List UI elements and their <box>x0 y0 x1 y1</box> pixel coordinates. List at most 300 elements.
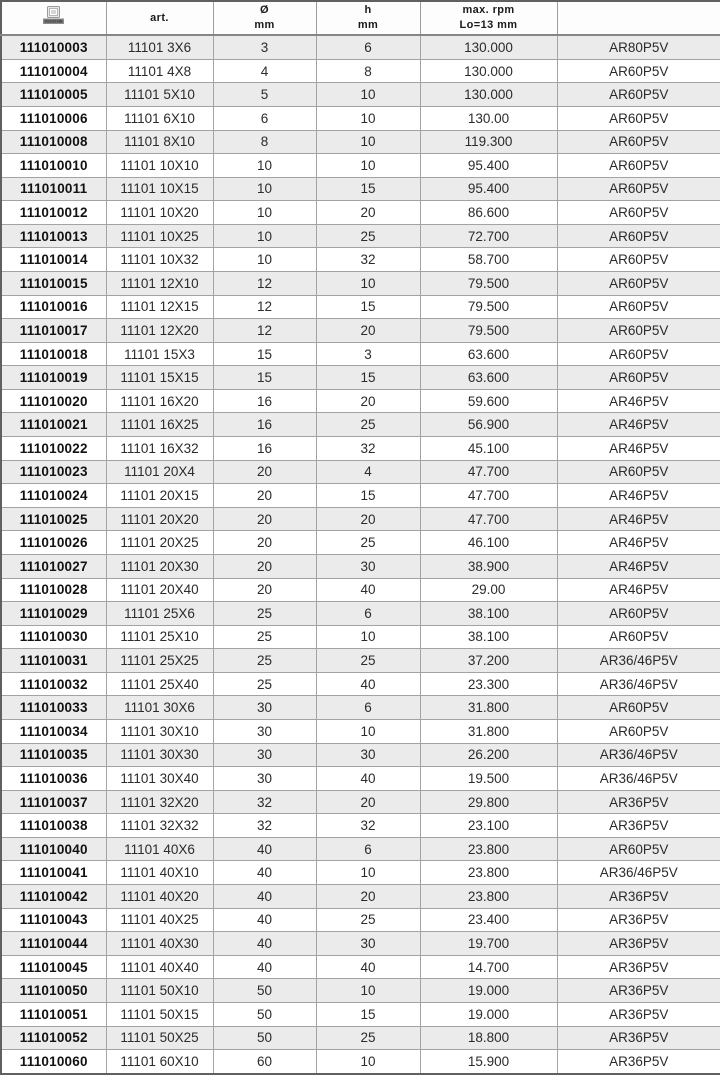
cell-height: 6 <box>316 837 420 861</box>
table-row <box>1 484 720 508</box>
cell-height: 25 <box>316 224 420 248</box>
table-row <box>1 437 720 461</box>
table-row <box>1 366 720 390</box>
cell-code: 111010052 <box>1 1026 106 1050</box>
cell-code: 111010038 <box>1 814 106 838</box>
table-row <box>1 35 720 59</box>
table-row <box>1 295 720 319</box>
cell-art: 11101 10X32 <box>106 248 213 272</box>
cell-spec: AR36P5V <box>557 908 720 932</box>
table-row <box>1 814 720 838</box>
cell-art: 11101 10X25 <box>106 224 213 248</box>
cell-code: 111010021 <box>1 413 106 437</box>
cell-diameter: 40 <box>213 861 316 885</box>
cell-diameter: 40 <box>213 908 316 932</box>
cell-rpm: 79.500 <box>420 319 557 343</box>
cell-height: 32 <box>316 248 420 272</box>
cell-diameter: 16 <box>213 413 316 437</box>
cell-art: 11101 20X20 <box>106 507 213 531</box>
cell-diameter: 25 <box>213 625 316 649</box>
cell-spec: AR46P5V <box>557 484 720 508</box>
cell-rpm: 79.500 <box>420 272 557 296</box>
cell-spec: AR60P5V <box>557 696 720 720</box>
col-header-code <box>1 1 106 35</box>
table-row <box>1 177 720 201</box>
cell-height: 10 <box>316 1050 420 1074</box>
rpm-label: max. rpm <box>462 4 515 17</box>
cell-diameter: 12 <box>213 272 316 296</box>
cell-art: 11101 6X10 <box>106 106 213 130</box>
table-row <box>1 507 720 531</box>
cell-height: 6 <box>316 602 420 626</box>
cell-art: 11101 30X40 <box>106 767 213 791</box>
cell-height: 40 <box>316 955 420 979</box>
cell-height: 20 <box>316 885 420 909</box>
cell-spec: AR36P5V <box>557 790 720 814</box>
cell-diameter: 50 <box>213 1026 316 1050</box>
cell-code: 111010044 <box>1 932 106 956</box>
cell-rpm: 72.700 <box>420 224 557 248</box>
cell-spec: AR80P5V <box>557 35 720 59</box>
cell-code: 111010006 <box>1 106 106 130</box>
cell-height: 25 <box>316 413 420 437</box>
cell-code: 111010008 <box>1 130 106 154</box>
cell-rpm: 23.800 <box>420 861 557 885</box>
cell-rpm: 23.300 <box>420 672 557 696</box>
cell-rpm: 45.100 <box>420 437 557 461</box>
cell-height: 30 <box>316 932 420 956</box>
cell-art: 11101 25X6 <box>106 602 213 626</box>
cell-height: 30 <box>316 743 420 767</box>
cell-height: 10 <box>316 861 420 885</box>
cell-art: 11101 10X10 <box>106 154 213 178</box>
cell-rpm: 59.600 <box>420 389 557 413</box>
cell-art: 11101 32X20 <box>106 790 213 814</box>
cell-spec: AR60P5V <box>557 272 720 296</box>
cell-diameter: 16 <box>213 389 316 413</box>
col-header-rpm <box>420 1 557 35</box>
cell-art: 11101 10X20 <box>106 201 213 225</box>
cell-rpm: 47.700 <box>420 507 557 531</box>
cell-code: 111010026 <box>1 531 106 555</box>
cell-height: 6 <box>316 35 420 59</box>
cell-code: 111010045 <box>1 955 106 979</box>
cell-art: 11101 32X32 <box>106 814 213 838</box>
height-unit: mm <box>357 19 379 31</box>
cell-spec: AR60P5V <box>557 154 720 178</box>
table-row <box>1 602 720 626</box>
cell-spec: AR36P5V <box>557 885 720 909</box>
cell-spec: AR46P5V <box>557 578 720 602</box>
cell-spec: AR46P5V <box>557 531 720 555</box>
table-row <box>1 106 720 130</box>
cell-code: 111010012 <box>1 201 106 225</box>
cell-code: 111010022 <box>1 437 106 461</box>
cell-code: 111010029 <box>1 602 106 626</box>
cell-rpm: 130.00 <box>420 106 557 130</box>
cell-height: 8 <box>316 59 420 83</box>
cell-height: 15 <box>316 366 420 390</box>
cell-art: 11101 20X4 <box>106 460 213 484</box>
cell-spec: AR36P5V <box>557 1002 720 1026</box>
cell-rpm: 19.700 <box>420 932 557 956</box>
table-row <box>1 649 720 673</box>
cell-code: 111010051 <box>1 1002 106 1026</box>
cell-code: 111010004 <box>1 59 106 83</box>
cell-art: 11101 15X3 <box>106 342 213 366</box>
cell-spec: AR36P5V <box>557 1026 720 1050</box>
cell-height: 30 <box>316 554 420 578</box>
cell-art: 11101 10X15 <box>106 177 213 201</box>
cell-art: 11101 50X25 <box>106 1026 213 1050</box>
cell-height: 20 <box>316 319 420 343</box>
cell-art: 11101 25X10 <box>106 625 213 649</box>
cell-code: 111010036 <box>1 767 106 791</box>
cell-art: 11101 60X10 <box>106 1050 213 1074</box>
cell-diameter: 50 <box>213 1002 316 1026</box>
cell-diameter: 15 <box>213 366 316 390</box>
cell-rpm: 15.900 <box>420 1050 557 1074</box>
cell-diameter: 30 <box>213 743 316 767</box>
table-row <box>1 767 720 791</box>
cell-diameter: 6 <box>213 106 316 130</box>
cell-diameter: 12 <box>213 319 316 343</box>
cell-code: 111010016 <box>1 295 106 319</box>
table-body <box>1 35 720 1074</box>
cell-rpm: 130.000 <box>420 59 557 83</box>
table-row <box>1 554 720 578</box>
cell-spec: AR60P5V <box>557 460 720 484</box>
table-row <box>1 625 720 649</box>
table-row <box>1 224 720 248</box>
cell-height: 40 <box>316 578 420 602</box>
cell-art: 11101 20X15 <box>106 484 213 508</box>
cell-rpm: 130.000 <box>420 83 557 107</box>
cell-art: 11101 25X40 <box>106 672 213 696</box>
cell-spec: AR36P5V <box>557 814 720 838</box>
table-row <box>1 720 720 744</box>
cell-diameter: 20 <box>213 460 316 484</box>
cell-art: 11101 40X25 <box>106 908 213 932</box>
table-row <box>1 154 720 178</box>
cell-rpm: 19.000 <box>420 979 557 1003</box>
cell-height: 25 <box>316 649 420 673</box>
cell-rpm: 31.800 <box>420 696 557 720</box>
cell-art: 11101 20X40 <box>106 578 213 602</box>
cell-code: 111010005 <box>1 83 106 107</box>
cell-art: 11101 40X6 <box>106 837 213 861</box>
cell-art: 11101 20X30 <box>106 554 213 578</box>
cell-diameter: 10 <box>213 154 316 178</box>
table-row <box>1 955 720 979</box>
table-row <box>1 248 720 272</box>
cell-diameter: 15 <box>213 342 316 366</box>
table-row <box>1 201 720 225</box>
cell-height: 40 <box>316 672 420 696</box>
col-header-art-label: art. <box>150 11 169 24</box>
cell-height: 10 <box>316 272 420 296</box>
cell-spec: AR60P5V <box>557 248 720 272</box>
table-row <box>1 413 720 437</box>
header-row <box>1 1 720 35</box>
table-row <box>1 696 720 720</box>
cell-rpm: 86.600 <box>420 201 557 225</box>
cell-height: 10 <box>316 83 420 107</box>
cell-art: 11101 40X10 <box>106 861 213 885</box>
cell-height: 10 <box>316 106 420 130</box>
col-header-spec <box>557 1 720 35</box>
cell-height: 15 <box>316 1002 420 1026</box>
cell-code: 111010034 <box>1 720 106 744</box>
cell-diameter: 20 <box>213 484 316 508</box>
cell-height: 25 <box>316 908 420 932</box>
cell-spec: AR60P5V <box>557 319 720 343</box>
table-header <box>1 1 720 35</box>
cell-art: 11101 40X20 <box>106 885 213 909</box>
cell-rpm: 26.200 <box>420 743 557 767</box>
cell-height: 4 <box>316 460 420 484</box>
cell-diameter: 32 <box>213 814 316 838</box>
table-row <box>1 932 720 956</box>
printer-icon <box>42 6 65 25</box>
cell-diameter: 4 <box>213 59 316 83</box>
cell-height: 15 <box>316 295 420 319</box>
cell-spec: AR60P5V <box>557 59 720 83</box>
cell-spec: AR46P5V <box>557 507 720 531</box>
cell-art: 11101 16X20 <box>106 389 213 413</box>
table-row <box>1 979 720 1003</box>
cell-height: 32 <box>316 814 420 838</box>
col-header-art <box>106 1 213 35</box>
cell-rpm: 58.700 <box>420 248 557 272</box>
cell-art: 11101 12X15 <box>106 295 213 319</box>
cell-code: 111010017 <box>1 319 106 343</box>
table-row <box>1 1050 720 1074</box>
cell-code: 111010003 <box>1 35 106 59</box>
cell-spec: AR60P5V <box>557 625 720 649</box>
cell-rpm: 47.700 <box>420 484 557 508</box>
cell-height: 40 <box>316 767 420 791</box>
cell-code: 111010033 <box>1 696 106 720</box>
cell-height: 15 <box>316 484 420 508</box>
cell-spec: AR36/46P5V <box>557 649 720 673</box>
cell-spec: AR36P5V <box>557 979 720 1003</box>
cell-art: 11101 5X10 <box>106 83 213 107</box>
cell-diameter: 30 <box>213 720 316 744</box>
cell-spec: AR36/46P5V <box>557 743 720 767</box>
cell-rpm: 23.800 <box>420 837 557 861</box>
cell-art: 11101 3X6 <box>106 35 213 59</box>
cell-code: 111010037 <box>1 790 106 814</box>
cell-spec: AR60P5V <box>557 342 720 366</box>
cell-rpm: 47.700 <box>420 460 557 484</box>
table-row <box>1 743 720 767</box>
table-row <box>1 531 720 555</box>
cell-art: 11101 12X10 <box>106 272 213 296</box>
cell-height: 20 <box>316 389 420 413</box>
cell-code: 111010011 <box>1 177 106 201</box>
cell-art: 11101 30X6 <box>106 696 213 720</box>
cell-height: 6 <box>316 696 420 720</box>
cell-code: 111010027 <box>1 554 106 578</box>
cell-code: 111010032 <box>1 672 106 696</box>
cell-spec: AR60P5V <box>557 602 720 626</box>
cell-art: 11101 20X25 <box>106 531 213 555</box>
cell-code: 111010013 <box>1 224 106 248</box>
cell-code: 111010040 <box>1 837 106 861</box>
cell-rpm: 95.400 <box>420 177 557 201</box>
cell-spec: AR46P5V <box>557 437 720 461</box>
cell-spec: AR60P5V <box>557 224 720 248</box>
cell-spec: AR36/46P5V <box>557 767 720 791</box>
cell-rpm: 31.800 <box>420 720 557 744</box>
cell-art: 11101 40X40 <box>106 955 213 979</box>
col-header-height <box>316 1 420 35</box>
cell-spec: AR46P5V <box>557 554 720 578</box>
table-row <box>1 578 720 602</box>
cell-code: 111010010 <box>1 154 106 178</box>
cell-code: 111010041 <box>1 861 106 885</box>
cell-spec: AR36P5V <box>557 955 720 979</box>
cell-rpm: 38.100 <box>420 625 557 649</box>
cell-rpm: 63.600 <box>420 366 557 390</box>
cell-height: 3 <box>316 342 420 366</box>
table-row <box>1 319 720 343</box>
table-row <box>1 130 720 154</box>
cell-code: 111010020 <box>1 389 106 413</box>
cell-code: 111010023 <box>1 460 106 484</box>
cell-rpm: 19.000 <box>420 1002 557 1026</box>
cell-code: 111010028 <box>1 578 106 602</box>
cell-spec: AR36P5V <box>557 1050 720 1074</box>
cell-art: 11101 25X25 <box>106 649 213 673</box>
cell-spec: AR60P5V <box>557 83 720 107</box>
cell-diameter: 3 <box>213 35 316 59</box>
cell-height: 20 <box>316 790 420 814</box>
cell-diameter: 25 <box>213 602 316 626</box>
cell-rpm: 38.100 <box>420 602 557 626</box>
cell-art: 11101 4X8 <box>106 59 213 83</box>
table-row <box>1 1002 720 1026</box>
cell-spec: AR60P5V <box>557 837 720 861</box>
cell-diameter: 10 <box>213 224 316 248</box>
cell-spec: AR60P5V <box>557 720 720 744</box>
cell-code: 111010031 <box>1 649 106 673</box>
cell-spec: AR46P5V <box>557 413 720 437</box>
cell-spec: AR60P5V <box>557 201 720 225</box>
cell-diameter: 40 <box>213 932 316 956</box>
cell-code: 111010030 <box>1 625 106 649</box>
cell-diameter: 20 <box>213 554 316 578</box>
cell-diameter: 32 <box>213 790 316 814</box>
cell-diameter: 16 <box>213 437 316 461</box>
cell-rpm: 119.300 <box>420 130 557 154</box>
cell-rpm: 37.200 <box>420 649 557 673</box>
cell-diameter: 50 <box>213 979 316 1003</box>
height-symbol: h <box>364 4 372 17</box>
rpm-sublabel: Lo=13 mm <box>459 19 518 31</box>
cell-code: 111010025 <box>1 507 106 531</box>
cell-height: 10 <box>316 625 420 649</box>
cell-art: 11101 8X10 <box>106 130 213 154</box>
diameter-unit: mm <box>254 19 275 31</box>
cell-code: 111010050 <box>1 979 106 1003</box>
table-row <box>1 272 720 296</box>
cell-spec: AR60P5V <box>557 106 720 130</box>
cell-rpm: 38.900 <box>420 554 557 578</box>
cell-height: 25 <box>316 1026 420 1050</box>
cell-art: 11101 30X30 <box>106 743 213 767</box>
cell-spec: AR36/46P5V <box>557 861 720 885</box>
cell-art: 11101 50X10 <box>106 979 213 1003</box>
cell-diameter: 12 <box>213 295 316 319</box>
cell-spec: AR60P5V <box>557 130 720 154</box>
cell-art: 11101 15X15 <box>106 366 213 390</box>
cell-spec: AR60P5V <box>557 177 720 201</box>
cell-art: 11101 50X15 <box>106 1002 213 1026</box>
cell-rpm: 79.500 <box>420 295 557 319</box>
cell-diameter: 40 <box>213 955 316 979</box>
cell-spec: AR60P5V <box>557 295 720 319</box>
cell-height: 10 <box>316 154 420 178</box>
table-row <box>1 342 720 366</box>
cell-rpm: 95.400 <box>420 154 557 178</box>
cell-diameter: 40 <box>213 837 316 861</box>
cell-diameter: 20 <box>213 531 316 555</box>
cell-height: 20 <box>316 507 420 531</box>
cell-diameter: 8 <box>213 130 316 154</box>
cell-art: 11101 16X32 <box>106 437 213 461</box>
cell-spec: AR46P5V <box>557 389 720 413</box>
cell-rpm: 63.600 <box>420 342 557 366</box>
table-row <box>1 389 720 413</box>
table-row <box>1 59 720 83</box>
cell-code: 111010042 <box>1 885 106 909</box>
cell-diameter: 40 <box>213 885 316 909</box>
table-row <box>1 460 720 484</box>
cell-height: 10 <box>316 720 420 744</box>
cell-code: 111010014 <box>1 248 106 272</box>
cell-art: 11101 30X10 <box>106 720 213 744</box>
table-row <box>1 790 720 814</box>
cell-spec: AR36/46P5V <box>557 672 720 696</box>
cell-rpm: 130.000 <box>420 35 557 59</box>
cell-art: 11101 40X30 <box>106 932 213 956</box>
cell-rpm: 23.100 <box>420 814 557 838</box>
cell-rpm: 19.500 <box>420 767 557 791</box>
cell-rpm: 23.400 <box>420 908 557 932</box>
cell-diameter: 30 <box>213 767 316 791</box>
table-row <box>1 1026 720 1050</box>
cell-height: 32 <box>316 437 420 461</box>
table-row <box>1 885 720 909</box>
cell-rpm: 56.900 <box>420 413 557 437</box>
cell-height: 25 <box>316 531 420 555</box>
cell-height: 10 <box>316 979 420 1003</box>
cell-code: 111010060 <box>1 1050 106 1074</box>
cell-art: 11101 12X20 <box>106 319 213 343</box>
col-header-diameter <box>213 1 316 35</box>
cell-diameter: 25 <box>213 649 316 673</box>
cell-height: 20 <box>316 201 420 225</box>
cell-diameter: 30 <box>213 696 316 720</box>
table-row <box>1 672 720 696</box>
table-row <box>1 837 720 861</box>
cell-diameter: 10 <box>213 201 316 225</box>
cell-diameter: 5 <box>213 83 316 107</box>
cell-spec: AR36P5V <box>557 932 720 956</box>
cell-diameter: 10 <box>213 248 316 272</box>
